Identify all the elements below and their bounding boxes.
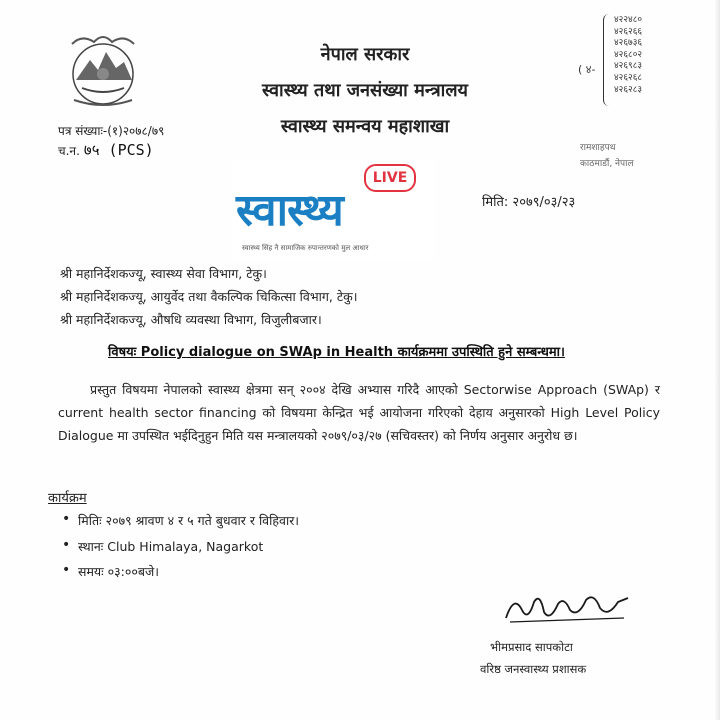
patra-sankhya	[58, 122, 164, 139]
patra-value: (१)२०७८/७९	[107, 124, 165, 138]
addressee: श्री महानिर्देशकज्यू, स्वास्थ्य सेवा विभाग, टेकु।	[60, 266, 267, 281]
chalani-number	[58, 140, 154, 160]
phone-prefix: ( ४-	[578, 63, 596, 76]
programme-item: • मितिः २०७९ श्रावण ४ र ५ गते बुधवार र विहिवार।	[78, 512, 299, 529]
logo-tagline: स्वास्थ्य सिंह नै सामाजिक रुपान्तरणको मुल आधार	[242, 244, 369, 252]
programme-item: • स्थानः Club Himalaya, Nagarkot	[78, 538, 263, 555]
programme-item: • समयः ०३:००बजे।	[78, 563, 159, 580]
addressee: श्री महानिर्देशकज्यू, औषधि व्यवस्था विभाग, विजुलीबजार।	[60, 312, 322, 327]
letter-subject: विषयः Policy dialogue on SWAp in Health कार्यक्रममा उपस्थिति हुने सम्बन्धमा।	[108, 345, 565, 360]
letter-body: प्रस्तुत विषयमा नेपालको स्वास्थ्य क्षेत्रमा सन् २००४ देखि अभ्यास गरिदै आएको Sectorwise Approach (SWAp) र current health sector financing को विषयमा केन्द्रित भई आयोजना गरिएको देहाय अनुसारको High Level Policy Dialogue मा उपस्थित भईदिनुहुन मिति यस मन्त्रालयको २०७९/०३/२७ (सचिवस्तर) को निर्णय अनुसार अनुरोध छ।	[58, 382, 660, 443]
chalani-value: ७५ (PCS)	[83, 141, 154, 159]
phone-number: ४२६२८३	[614, 84, 643, 95]
phone-list	[614, 15, 674, 96]
phone-number: ४२६८०२	[614, 49, 643, 60]
signatory-name: भीमप्रसाद सापकोटा	[490, 640, 573, 654]
letter-date: मिति: २०७९/०३/२३	[482, 195, 576, 210]
phone-number: ४२६७३६	[614, 38, 643, 49]
addressee: श्री महानिर्देशकज्यू, आयुर्वेद तथा वैकल्पिक चिकित्सा विभाग, टेकु।	[60, 289, 358, 304]
header-line-2: स्वास्थ्य तथा जनसंख्या मन्त्रालय	[262, 80, 468, 101]
phone-number: ४२६९८३	[614, 61, 643, 72]
logo-text: स्वास्थ्य	[236, 185, 343, 236]
header-line-3: स्वास्थ्य समन्वय महाशाखा	[280, 116, 450, 137]
live-badge: LIVE	[364, 164, 416, 192]
signature-icon	[500, 588, 635, 628]
page-edge-shadow	[714, 0, 720, 720]
patra-label: पत्र संख्याः-	[58, 124, 108, 138]
location-line-2: काठमाडौं, नेपाल	[580, 159, 634, 169]
phone-number: ४२६२६६	[614, 26, 643, 37]
signatory-title: वरिष्ठ जनस्वास्थ्य प्रशासक	[480, 662, 587, 676]
swasthya-live-logo	[232, 160, 434, 260]
programme-heading: कार्यक्रम	[48, 491, 87, 506]
chalani-label: च.न.	[58, 144, 80, 158]
phone-number: ४२६२६८	[614, 72, 643, 83]
phone-number: ४२२४८०	[614, 15, 643, 25]
header-line-1: नेपाल सरकार	[320, 44, 410, 65]
phone-brace	[603, 14, 612, 106]
location-line-1: रामशाहपथ	[580, 143, 616, 153]
nepal-emblem-icon	[62, 30, 144, 112]
